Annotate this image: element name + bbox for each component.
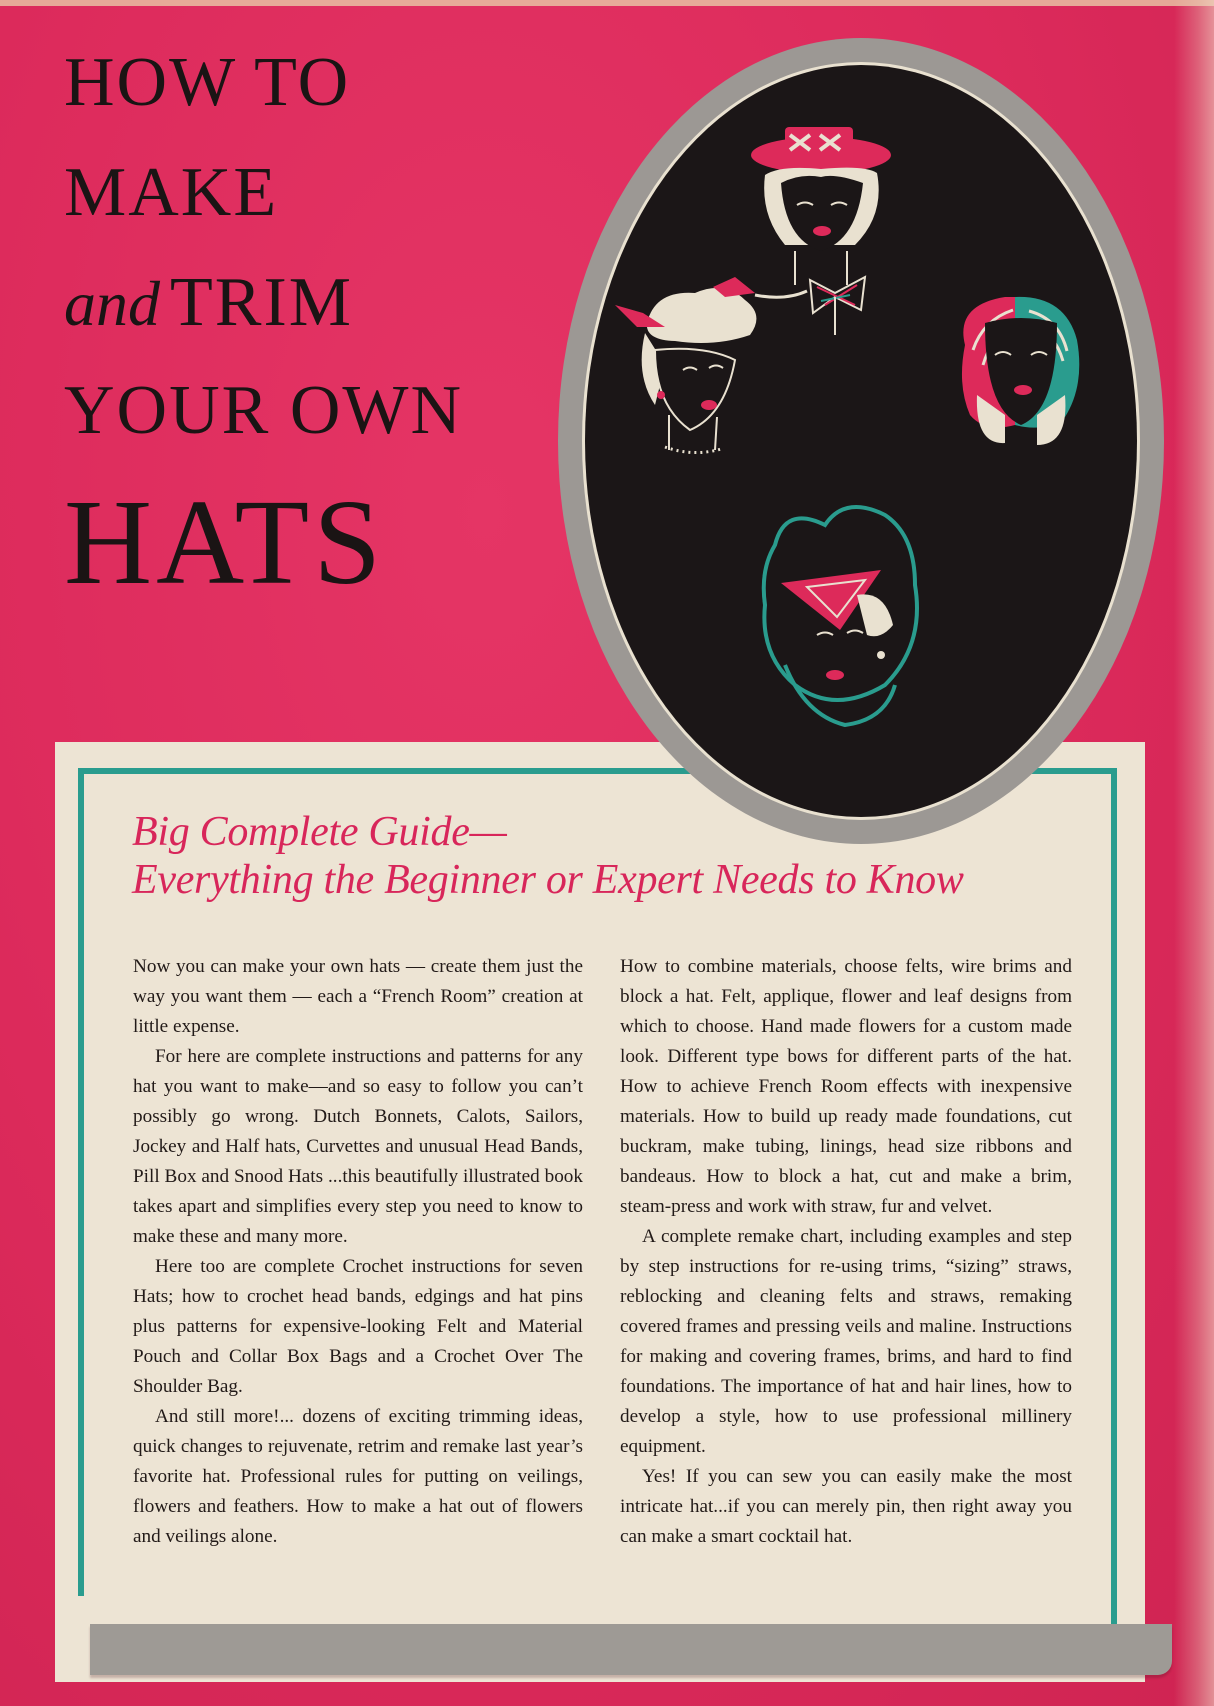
scroll-bottom-bar: [90, 1624, 1172, 1675]
heading-line-2: Everything the Beginner or Expert Needs to Know: [132, 857, 964, 903]
guide-heading: [132, 808, 964, 904]
two-tone-hair-woman-icon: [962, 297, 1079, 445]
paragraph: Here too are complete Crochet instructions for seven Hats; how to crochet head bands, edgings and hat pins plus patterns for expensive-looking Felt and Material Pouch and Collar Box Bags and a Crochet Over The Shoulder Bag.: [133, 1256, 583, 1397]
paragraph: Yes! If you can sew you can easily make the most intricate hat...if you can merely pin, then right away you can make a smart cocktail hat.: [620, 1466, 1072, 1547]
title-line-3: [64, 264, 353, 341]
title-trim: TRIM: [170, 264, 353, 341]
cover-top-edge: [0, 0, 1214, 6]
four-hat-women-illustration: [585, 65, 1137, 817]
boater-hat-woman-icon: [751, 127, 891, 335]
paragraph: And still more!... dozens of exciting trimming ideas, quick changes to rejuvenate, retrim and remake last year’s favorite hat. Professional rules for putting on veilings, flowers and feathers. How to make a hat out of flowers and veilings alone.: [133, 1406, 583, 1547]
title-and-italic: and: [64, 268, 160, 339]
heading-line-1: Big Complete Guide—: [132, 809, 507, 855]
title-line-4: YOUR OWN: [64, 372, 464, 449]
right-text-column: [620, 952, 1072, 1552]
bird-hat-woman-icon: [615, 277, 756, 453]
title-hats: HATS: [64, 475, 386, 610]
worn-spine-edge: [1174, 0, 1214, 1706]
title-line-2: MAKE: [64, 154, 279, 231]
hats-illustration: [585, 65, 1137, 817]
oval-cream-ring: [582, 62, 1140, 820]
illustration-oval-frame: [558, 38, 1164, 844]
paragraph: How to combine materials, choose felts, wire brims and block a hat. Felt, applique, flower and leaf designs from which to choose. Hand made flowers for a custom made look. Different type bows for different parts of the hat. How to achieve French Room effects with inexpensive materials. How to build up ready made foundations, cut buckram, make tubing, linings, head size ribbons and bandeaus. How to block a hat, cut and make a brim, steam-press and work with straw, fur and velvet.: [620, 956, 1072, 1217]
title-line-1: HOW TO: [64, 44, 351, 121]
veil-hat-woman-icon: [764, 507, 917, 725]
left-text-column: [133, 952, 583, 1552]
paragraph: Now you can make your own hats — create them just the way you want them — each a “French Room” creation at little expense.: [133, 956, 583, 1037]
paragraph: A complete remake chart, including examples and step by step instructions for re-using trims, “sizing” straws, reblocking and cleaning felts and straws, remaking covered frames and pressing veils and maline. Instructions for making and covering frames, brims, and hard to find foundations. The importance of hat and hair lines, how to develop a style, how to use professional millinery equipment.: [620, 1226, 1072, 1457]
paragraph: For here are complete instructions and patterns for any hat you want to make—and so easy to follow you can’t possibly go wrong. Dutch Bonnets, Calots, Sailors, Jockey and Half hats, Curvettes and unusual Head Bands, Pill Box and Snood Hats ...this beautifully illustrated book takes apart and simplifies every step you need to know to make these and many more.: [133, 1046, 583, 1247]
